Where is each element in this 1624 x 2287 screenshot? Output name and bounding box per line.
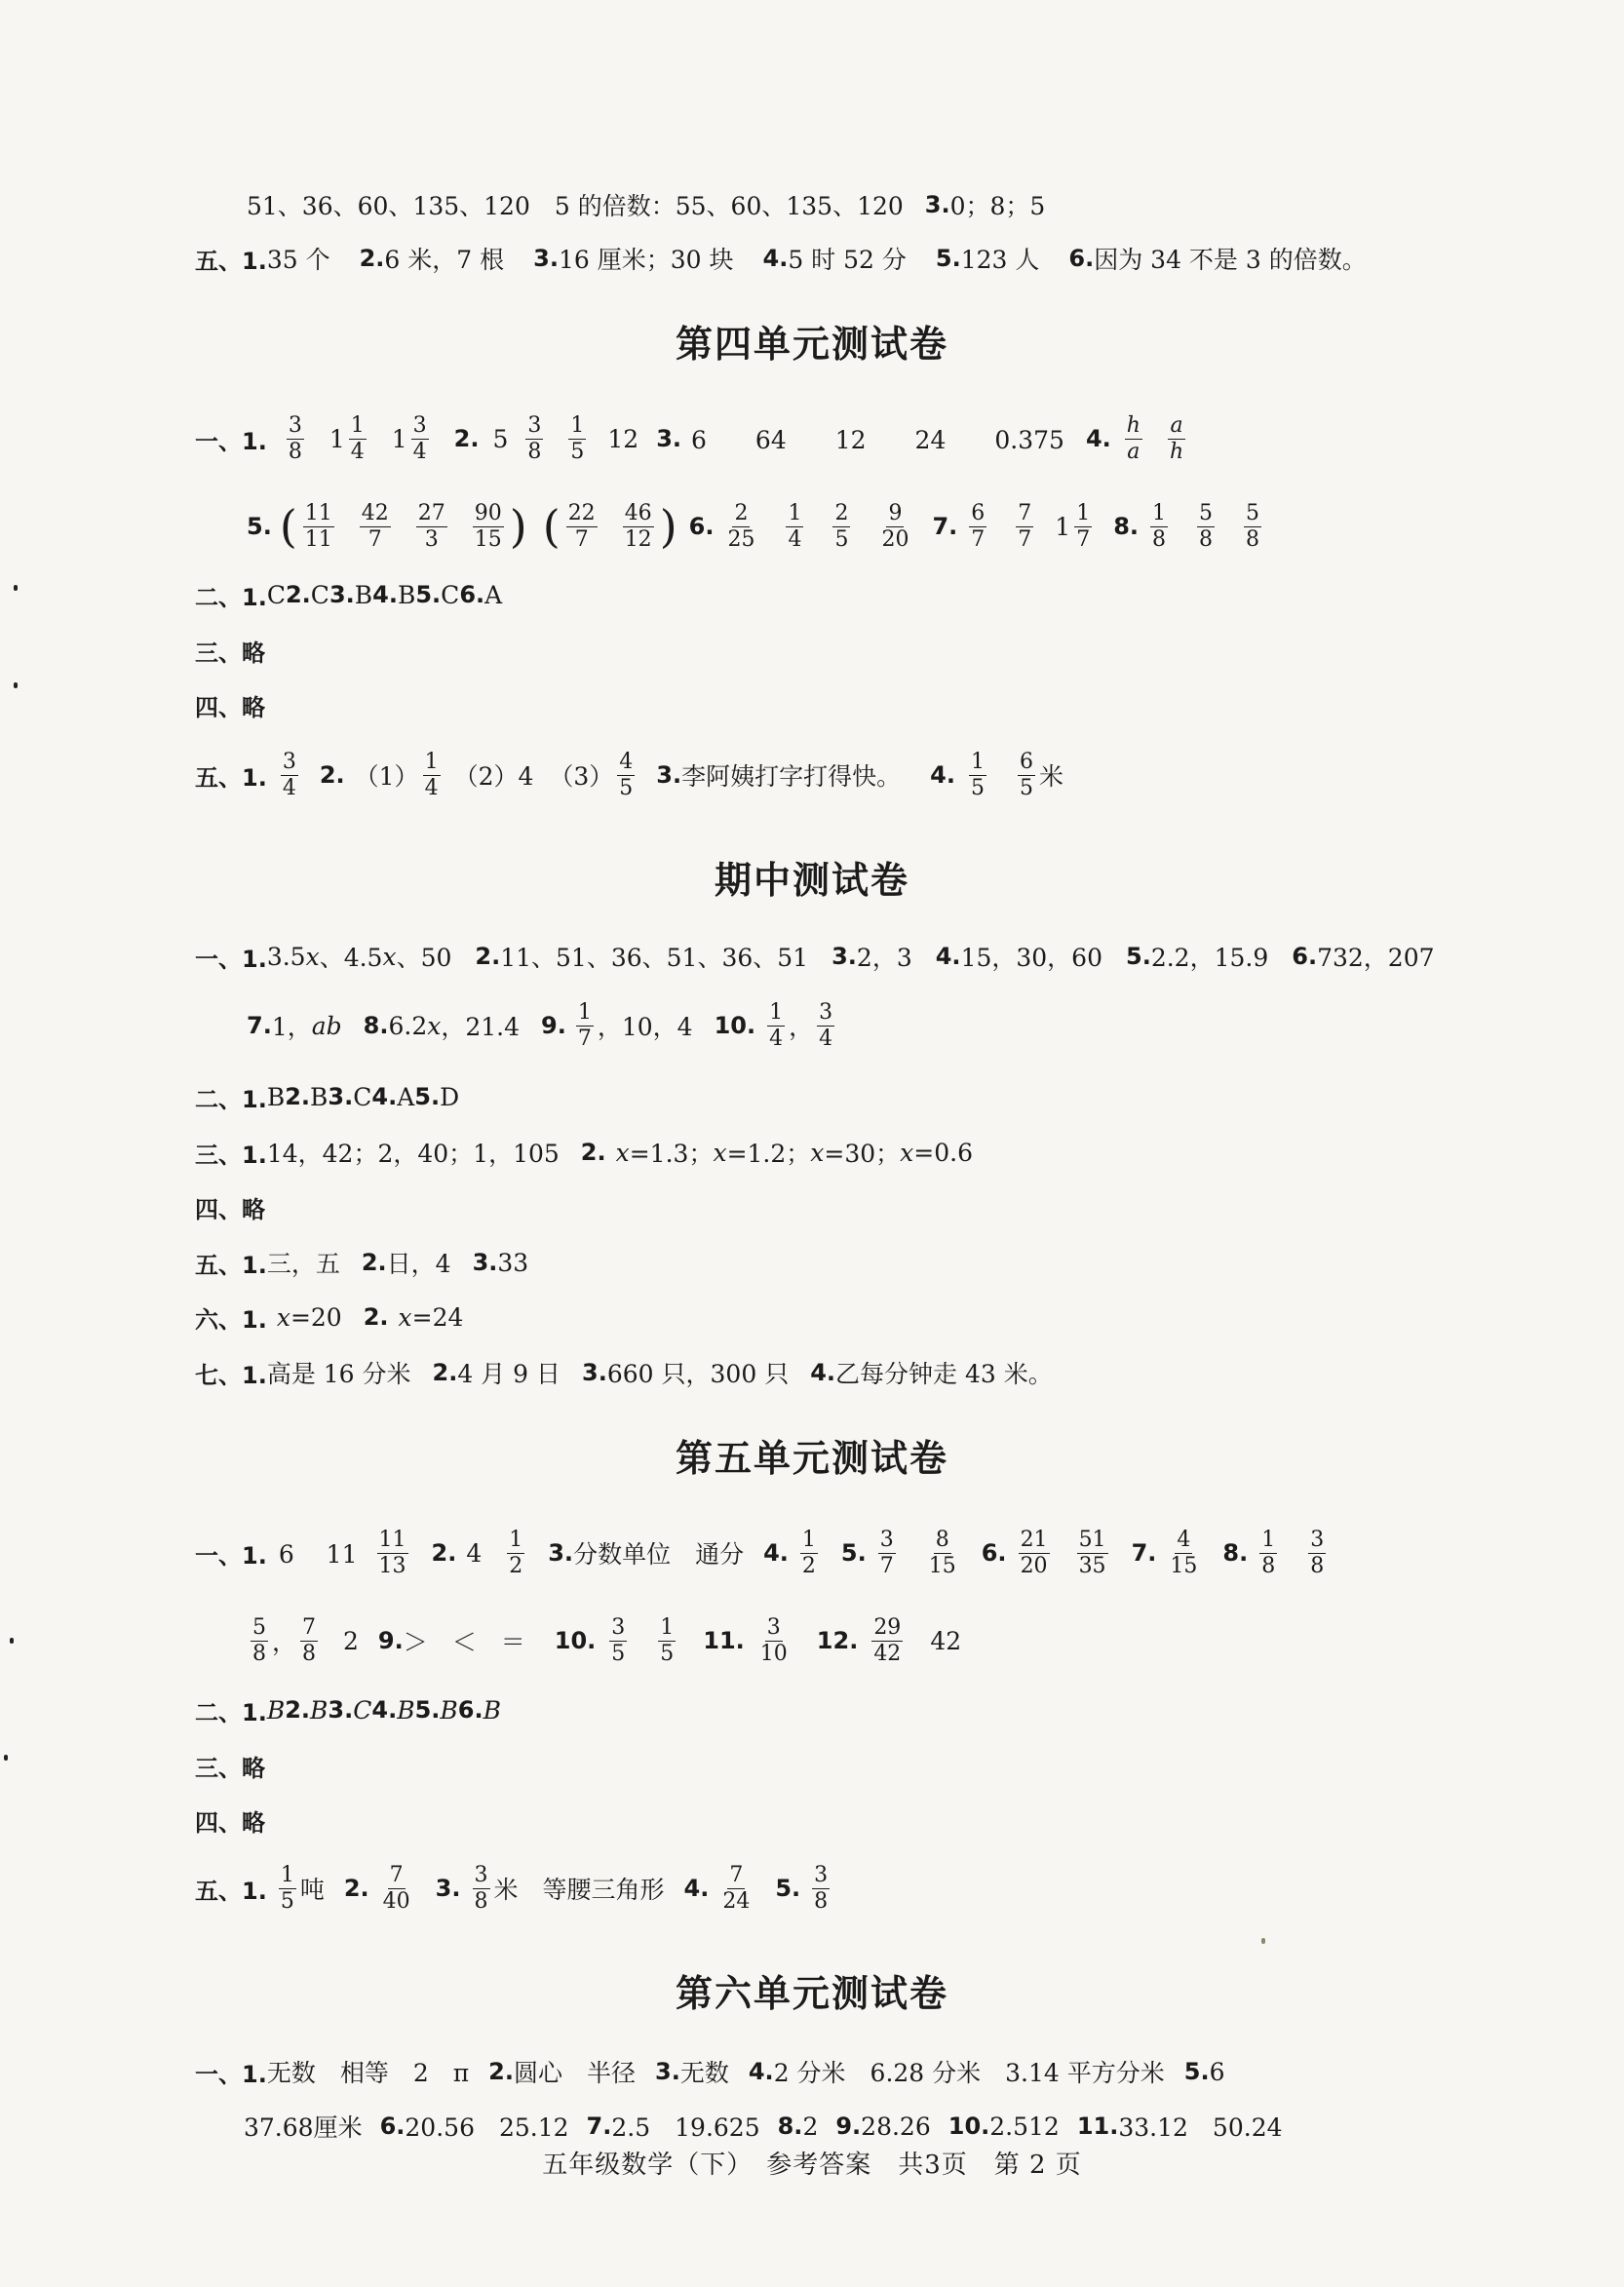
section-heading: 二、1. bbox=[195, 1698, 267, 1726]
question-number: 2. bbox=[361, 1249, 387, 1276]
question-number: 2. bbox=[285, 1083, 311, 1110]
fraction: $\frac{7}{7}$ bbox=[1018, 500, 1032, 552]
question-number: 7. bbox=[247, 1012, 272, 1039]
answer-text: =0.6 bbox=[913, 1138, 973, 1167]
unit4-row-2: 5. ( $\frac{11}{11}$ $\frac{42}{7}$ $\frac{27}{3}$ $\frac{90}{15}$ ) ( $\frac{22}{7}$ $\frac{46}{12}$ ) 6. $\frac{2}{25}$ $\frac{1}{4}$ $\frac{2}{5}$ $\frac{9}{20}$ 7. $\frac{6}{7}$ $\frac{7}{7}$ 1 $\frac{1}{7}$ 8. $\frac{1}{8}$ $\frac{5}{8}$ $\frac{5}{8}$ bbox=[247, 500, 1260, 553]
answer-text: 无数 bbox=[679, 2059, 729, 2087]
answer-text: 圆心 半径 bbox=[514, 2059, 637, 2087]
answer-text: B bbox=[397, 580, 416, 609]
answer-text: 1， bbox=[271, 1013, 312, 1041]
question-number: 4. bbox=[748, 2058, 774, 2085]
question-number: 5. bbox=[414, 1083, 441, 1110]
fraction: $\frac{46}{12}$ bbox=[624, 500, 652, 552]
fraction: $\frac{a}{h}$ bbox=[1169, 412, 1184, 464]
answer-text: 0；8；5 bbox=[949, 192, 1046, 220]
answer-text: 33 bbox=[497, 1248, 529, 1277]
answer-text: （3） bbox=[549, 762, 614, 791]
answer-text: 2 bbox=[343, 1626, 359, 1655]
question-number: 6. bbox=[379, 2113, 406, 2140]
question-number: 3. bbox=[656, 761, 682, 789]
fraction: $\frac{27}{3}$ bbox=[417, 500, 445, 552]
answer-text: 33.12 50.24 bbox=[1118, 2113, 1283, 2142]
scan-speck bbox=[14, 585, 18, 591]
section-heading: 三、1. bbox=[195, 1141, 267, 1169]
section-heading: 一、1. bbox=[195, 1541, 267, 1570]
fraction: $\frac{1}{5}$ bbox=[970, 749, 985, 800]
answer-text: 20.56 25.12 bbox=[405, 2113, 569, 2142]
question-number: 4. bbox=[810, 1359, 836, 1386]
question-number: 4. bbox=[763, 1539, 789, 1567]
fraction: $\frac{1}{5}$ bbox=[280, 1862, 294, 1914]
fraction: $\frac{1}{4}$ bbox=[769, 999, 784, 1051]
question-number: 4. bbox=[935, 943, 961, 970]
answer-text: 三，五 bbox=[266, 1250, 340, 1278]
fraction: $\frac{3}{8}$ bbox=[288, 412, 302, 464]
question-number: 3. bbox=[435, 1875, 461, 1902]
answer-text: 3.5 bbox=[266, 942, 306, 971]
question-number: 3. bbox=[831, 943, 857, 970]
question-number: 2. bbox=[319, 761, 345, 789]
fraction: $\frac{5}{8}$ bbox=[1246, 500, 1260, 552]
unit4-row-5 bbox=[195, 671, 265, 739]
variable: x bbox=[615, 1138, 630, 1167]
question-number: 2. bbox=[453, 425, 480, 452]
answer-text: D bbox=[440, 1082, 460, 1111]
fraction: $\frac{h}{a}$ bbox=[1126, 412, 1141, 464]
question-number: 2. bbox=[285, 1696, 311, 1724]
question-number: 3. bbox=[582, 1359, 607, 1386]
fraction: $\frac{1}{4}$ bbox=[350, 412, 365, 464]
fraction: $\frac{29}{42}$ bbox=[873, 1614, 902, 1666]
question-number: 11. bbox=[1076, 2113, 1119, 2140]
fraction: $\frac{42}{7}$ bbox=[361, 500, 389, 552]
answer-text: 16 厘米；30 块 bbox=[558, 246, 734, 274]
question-number: 6. bbox=[688, 513, 715, 540]
answer-text: 6 11 bbox=[278, 1540, 358, 1569]
answer-text: 2 bbox=[802, 2112, 819, 2141]
unit5-row-2: $\frac{5}{8}$ ， $\frac{7}{8}$ 2 9. ＞ ＜ ＝ 10. $\frac{3}{5}$ $\frac{1}{5}$ 11. $\frac{3}{10}$ 12. $\frac{29}{42}$ 42 bbox=[252, 1614, 962, 1666]
section-heading: 四、略 bbox=[195, 1195, 265, 1223]
answer-text: 37.68厘米 bbox=[244, 2113, 363, 2142]
answer-text: 米 等腰三角形 bbox=[493, 1876, 665, 1904]
answer-text: C bbox=[266, 580, 286, 609]
question-number: 3. bbox=[656, 425, 682, 452]
question-number: 7. bbox=[932, 513, 958, 540]
answer-text: 4 月 9 日 bbox=[457, 1360, 561, 1388]
answer-text: ，10，4 bbox=[597, 1013, 693, 1041]
section-heading: 五、1. bbox=[195, 763, 267, 792]
question-number: 6. bbox=[1292, 943, 1318, 970]
question-number: 4. bbox=[371, 1083, 398, 1110]
answer-text: 、50 bbox=[396, 944, 452, 972]
fraction: $\frac{9}{20}$ bbox=[881, 500, 909, 552]
answer-text: C bbox=[353, 1695, 372, 1725]
answer-text: 5 bbox=[492, 424, 509, 453]
fraction: $\frac{3}{7}$ bbox=[879, 1527, 894, 1578]
section-heading: 六、1. bbox=[195, 1305, 267, 1334]
section-heading: 一、1. bbox=[195, 945, 267, 973]
question-number: 4. bbox=[1085, 425, 1111, 452]
question-number: 6. bbox=[457, 1696, 483, 1724]
section-heading: 二、1. bbox=[195, 583, 267, 611]
answer-text: 6 bbox=[1209, 2057, 1225, 2086]
section-heading: 五、1. bbox=[195, 1877, 267, 1905]
unit5-row-1 bbox=[195, 1519, 1330, 1587]
question-number: 4. bbox=[371, 1696, 398, 1724]
question-number: 4. bbox=[683, 1875, 710, 1902]
question-number: 10. bbox=[947, 2113, 990, 2140]
midterm-row-1 bbox=[195, 922, 1435, 990]
fraction: $\frac{3}{5}$ bbox=[611, 1614, 626, 1666]
question-number: 8. bbox=[1222, 1539, 1249, 1567]
question-number: 7. bbox=[1131, 1539, 1157, 1567]
question-number: 2. bbox=[343, 1875, 369, 1902]
question-number: 5. bbox=[1183, 2058, 1210, 2085]
scan-speck bbox=[1261, 1938, 1265, 1944]
question-number: 8. bbox=[1113, 513, 1140, 540]
question-number: 4. bbox=[930, 761, 955, 789]
answer-text: C bbox=[310, 580, 329, 609]
answer-text: C bbox=[353, 1082, 372, 1111]
answer-text: B bbox=[397, 1695, 415, 1725]
question-number: 2. bbox=[359, 245, 385, 272]
answer-text: B bbox=[266, 1695, 286, 1725]
question-number: 6. bbox=[459, 581, 485, 608]
question-number: 3. bbox=[328, 1696, 354, 1724]
section-title-unit5: 第五单元测试卷 bbox=[675, 1437, 948, 1480]
answer-text: （2）4 bbox=[453, 762, 534, 791]
answer-text: B bbox=[266, 1082, 286, 1111]
fraction: $\frac{1}{4}$ bbox=[424, 749, 439, 800]
fraction: $\frac{3}{8}$ bbox=[814, 1862, 829, 1914]
question-number: 5. bbox=[415, 581, 442, 608]
unit4-row-1 bbox=[195, 405, 1189, 473]
whole-number: 1 bbox=[329, 424, 345, 453]
fraction: $\frac{4}{15}$ bbox=[1170, 1527, 1198, 1578]
fraction: $\frac{51}{35}$ bbox=[1078, 1527, 1106, 1578]
variable: x bbox=[382, 942, 397, 971]
fraction: $\frac{5}{8}$ bbox=[1199, 500, 1214, 552]
answer-text: B bbox=[483, 1695, 501, 1725]
fraction: $\frac{7}{40}$ bbox=[382, 1862, 410, 1914]
answer-text: 6 米，7 根 bbox=[384, 246, 505, 274]
variable: x bbox=[276, 1302, 290, 1332]
answer-text: 15，30，60 bbox=[960, 944, 1102, 972]
answer-text: 11、51、36、51、36、51 bbox=[500, 944, 809, 972]
answer-text: =30； bbox=[824, 1140, 901, 1168]
question-number: 3. bbox=[328, 1083, 354, 1110]
fraction: $\frac{2}{5}$ bbox=[834, 500, 849, 552]
answer-text: 660 只，300 只 bbox=[606, 1360, 790, 1388]
question-number: 5. bbox=[414, 1696, 441, 1724]
midterm-row-4 bbox=[195, 1118, 973, 1186]
fraction: $\frac{90}{15}$ bbox=[474, 500, 502, 552]
whole-number: 1 bbox=[391, 424, 407, 453]
answer-text: 李阿姨打字打得快。 bbox=[681, 762, 902, 791]
question-number: 3. bbox=[548, 1539, 574, 1567]
question-number: 5. bbox=[775, 1875, 801, 1902]
section-heading: 三、略 bbox=[195, 1754, 265, 1782]
answer-text: 4 bbox=[466, 1538, 483, 1568]
fraction: $\frac{7}{8}$ bbox=[302, 1614, 317, 1666]
answer-text: B bbox=[310, 1082, 329, 1111]
answer-text: =24 bbox=[411, 1302, 464, 1332]
variable: x bbox=[900, 1138, 914, 1167]
answer-text: B bbox=[310, 1695, 329, 1725]
answer-text: =1.2； bbox=[726, 1140, 811, 1168]
fraction: $\frac{3}{4}$ bbox=[819, 999, 833, 1051]
question-number: 9. bbox=[835, 2113, 862, 2140]
variable: x bbox=[427, 1011, 442, 1040]
multiples-answer: 51、36、60、135、120 5 的倍数：55、60、135、120 bbox=[247, 192, 904, 220]
answer-text: ，21.4 bbox=[441, 1013, 521, 1041]
question-number: 3. bbox=[533, 245, 559, 272]
fraction: $\frac{1}{7}$ bbox=[577, 999, 592, 1051]
answer-text: =20 bbox=[290, 1302, 342, 1332]
fraction: $\frac{1}{4}$ bbox=[788, 500, 802, 552]
question-number: 9. bbox=[377, 1627, 404, 1654]
answer-text: 分数单位 通分 bbox=[573, 1540, 745, 1569]
section-heading: 七、1. bbox=[195, 1361, 267, 1389]
answer-text: 14，42；2，40；1，105 bbox=[266, 1140, 560, 1168]
question-number: 2. bbox=[431, 1539, 457, 1567]
question-number: 5. bbox=[1126, 943, 1151, 970]
answer-text: 12 bbox=[607, 424, 639, 453]
question-number: 2. bbox=[363, 1303, 389, 1331]
fraction: $\frac{22}{7}$ bbox=[567, 500, 596, 552]
fraction: $\frac{3}{4}$ bbox=[412, 412, 427, 464]
question-number: 4. bbox=[372, 581, 398, 608]
variable: x bbox=[810, 1138, 825, 1167]
fraction: $\frac{7}{24}$ bbox=[722, 1862, 751, 1914]
answer-text: 乙每分钟走 43 米。 bbox=[835, 1360, 1053, 1388]
answer-text: =1.3； bbox=[629, 1140, 714, 1168]
answer-text: 123 人 bbox=[960, 246, 1040, 274]
answer-text: 2.2，15.9 bbox=[1150, 944, 1269, 972]
midterm-row-2: 7. 1， ab 8. 6.2 x ，21.4 9. $\frac{1}{7}$ ，10，4 10. $\frac{1}{4}$ ， $\frac{3}{4}$ bbox=[247, 999, 833, 1051]
answer-text: 35 个 bbox=[266, 246, 330, 274]
page-footer: 五年级数学（下） 参考答案 共3页 第 2 页 bbox=[542, 2151, 1082, 2180]
answer-text: 2.512 bbox=[989, 2112, 1060, 2141]
answer-text: 6 64 12 24 0.375 bbox=[691, 426, 1064, 454]
fraction: $\frac{1}{8}$ bbox=[1261, 1527, 1276, 1578]
fraction: $\frac{1}{5}$ bbox=[570, 412, 585, 464]
fraction: $\frac{6}{5}$ bbox=[1019, 749, 1033, 800]
section-heading: 四、略 bbox=[195, 1808, 265, 1837]
continuation-line-2 bbox=[195, 224, 1367, 292]
answer-text: 28.26 bbox=[861, 2112, 931, 2141]
question-number: 9. bbox=[541, 1012, 566, 1039]
answer-text: A bbox=[484, 580, 503, 609]
section-heading: 三、略 bbox=[195, 639, 265, 667]
answer-text: 42 bbox=[930, 1626, 962, 1655]
unit4-row-6 bbox=[195, 741, 1063, 809]
section-heading: 一、1. bbox=[195, 2060, 267, 2088]
answer-text: B bbox=[354, 580, 373, 609]
fraction: $\frac{1}{7}$ bbox=[1076, 500, 1091, 552]
fraction: $\frac{11}{11}$ bbox=[304, 500, 332, 552]
question-number: 5. bbox=[840, 1539, 867, 1567]
section-heading: 四、略 bbox=[195, 693, 265, 721]
answer-text: A bbox=[397, 1082, 415, 1111]
question-number: 10. bbox=[554, 1627, 597, 1654]
answer-text: 日，4 bbox=[386, 1250, 451, 1278]
scan-speck bbox=[10, 1638, 14, 1644]
question-number: 3. bbox=[924, 191, 950, 218]
fraction: $\frac{6}{7}$ bbox=[971, 500, 986, 552]
fraction: $\frac{1}{8}$ bbox=[1152, 500, 1167, 552]
question-number: 5. bbox=[935, 245, 961, 272]
question-number: 3. bbox=[655, 2058, 680, 2085]
fraction: $\frac{1}{2}$ bbox=[801, 1527, 816, 1578]
variable: ab bbox=[311, 1011, 342, 1040]
answer-text: 高是 16 分米 bbox=[266, 1360, 411, 1388]
fraction: $\frac{3}{10}$ bbox=[759, 1614, 788, 1666]
answer-text: 2，3 bbox=[856, 944, 912, 972]
question-number: 12. bbox=[816, 1627, 859, 1654]
section-heading: 五、1. bbox=[195, 247, 267, 275]
fraction: $\frac{3}{4}$ bbox=[282, 749, 296, 800]
question-number: 2. bbox=[432, 1359, 458, 1386]
variable: x bbox=[398, 1302, 412, 1332]
scan-speck bbox=[14, 682, 18, 688]
answer-text: 732，207 bbox=[1317, 944, 1435, 972]
answer-text: （1） bbox=[354, 762, 419, 791]
question-number: 7. bbox=[586, 2113, 612, 2140]
fraction: $\frac{21}{20}$ bbox=[1020, 1527, 1048, 1578]
section-title-midterm: 期中测试卷 bbox=[714, 859, 909, 902]
question-number: 3. bbox=[329, 581, 355, 608]
unit5-row-6 bbox=[195, 1854, 833, 1922]
question-number: 10. bbox=[714, 1012, 756, 1039]
fraction: $\frac{5}{8}$ bbox=[252, 1614, 266, 1666]
answer-text: C bbox=[441, 580, 460, 609]
question-number: 6. bbox=[1068, 245, 1095, 272]
variable: x bbox=[713, 1138, 727, 1167]
answer-text: 无数 相等 2 π bbox=[266, 2059, 470, 2087]
fraction: $\frac{11}{13}$ bbox=[378, 1527, 406, 1578]
fraction: $\frac{8}{15}$ bbox=[928, 1527, 956, 1578]
answer-text: 因为 34 不是 3 的倍数。 bbox=[1094, 246, 1367, 274]
answer-text: B bbox=[440, 1695, 458, 1725]
unit-label: 吨 bbox=[299, 1876, 325, 1904]
question-number: 5. bbox=[247, 513, 272, 540]
fraction: $\frac{1}{5}$ bbox=[660, 1614, 675, 1666]
unit5-row-5 bbox=[195, 1786, 265, 1854]
question-number: 11. bbox=[703, 1627, 745, 1654]
question-number: 2. bbox=[285, 581, 311, 608]
answer-text: 5 时 52 分 bbox=[788, 246, 907, 274]
question-number: 2. bbox=[580, 1139, 606, 1166]
section-title-unit6: 第六单元测试卷 bbox=[675, 1972, 948, 2015]
answer-text: 2.5 19.625 bbox=[611, 2113, 760, 2142]
section-heading: 五、1. bbox=[195, 1251, 267, 1279]
answer-text: ＞ ＜ ＝ bbox=[403, 1628, 525, 1656]
question-number: 8. bbox=[777, 2113, 803, 2140]
section-title-unit4: 第四单元测试卷 bbox=[675, 323, 948, 366]
fraction: $\frac{3}{8}$ bbox=[474, 1862, 488, 1914]
whole-number: 1 bbox=[1055, 512, 1071, 541]
answer-text: 、4.5 bbox=[319, 944, 383, 972]
fraction: $\frac{2}{25}$ bbox=[727, 500, 755, 552]
fraction: $\frac{3}{8}$ bbox=[1310, 1527, 1325, 1578]
fraction: $\frac{3}{8}$ bbox=[527, 412, 542, 464]
question-number: 2. bbox=[488, 2058, 514, 2085]
question-number: 4. bbox=[762, 245, 789, 272]
midterm-row-8 bbox=[195, 1338, 1053, 1407]
question-number: 3. bbox=[472, 1249, 498, 1276]
question-number: 6. bbox=[981, 1539, 1007, 1567]
variable: x bbox=[305, 942, 320, 971]
fraction: $\frac{4}{5}$ bbox=[619, 749, 634, 800]
section-heading: 一、1. bbox=[195, 427, 267, 455]
answer-text: 2 分米 6.28 分米 3.14 平方分米 bbox=[773, 2059, 1165, 2087]
section-heading: 二、1. bbox=[195, 1085, 267, 1113]
question-number: 2. bbox=[475, 943, 501, 970]
fraction: $\frac{1}{2}$ bbox=[509, 1527, 523, 1578]
answer-text: 6.2 bbox=[388, 1011, 428, 1040]
question-number: 8. bbox=[363, 1012, 389, 1039]
unit-label: 米 bbox=[1038, 762, 1063, 791]
scan-speck bbox=[4, 1755, 8, 1761]
